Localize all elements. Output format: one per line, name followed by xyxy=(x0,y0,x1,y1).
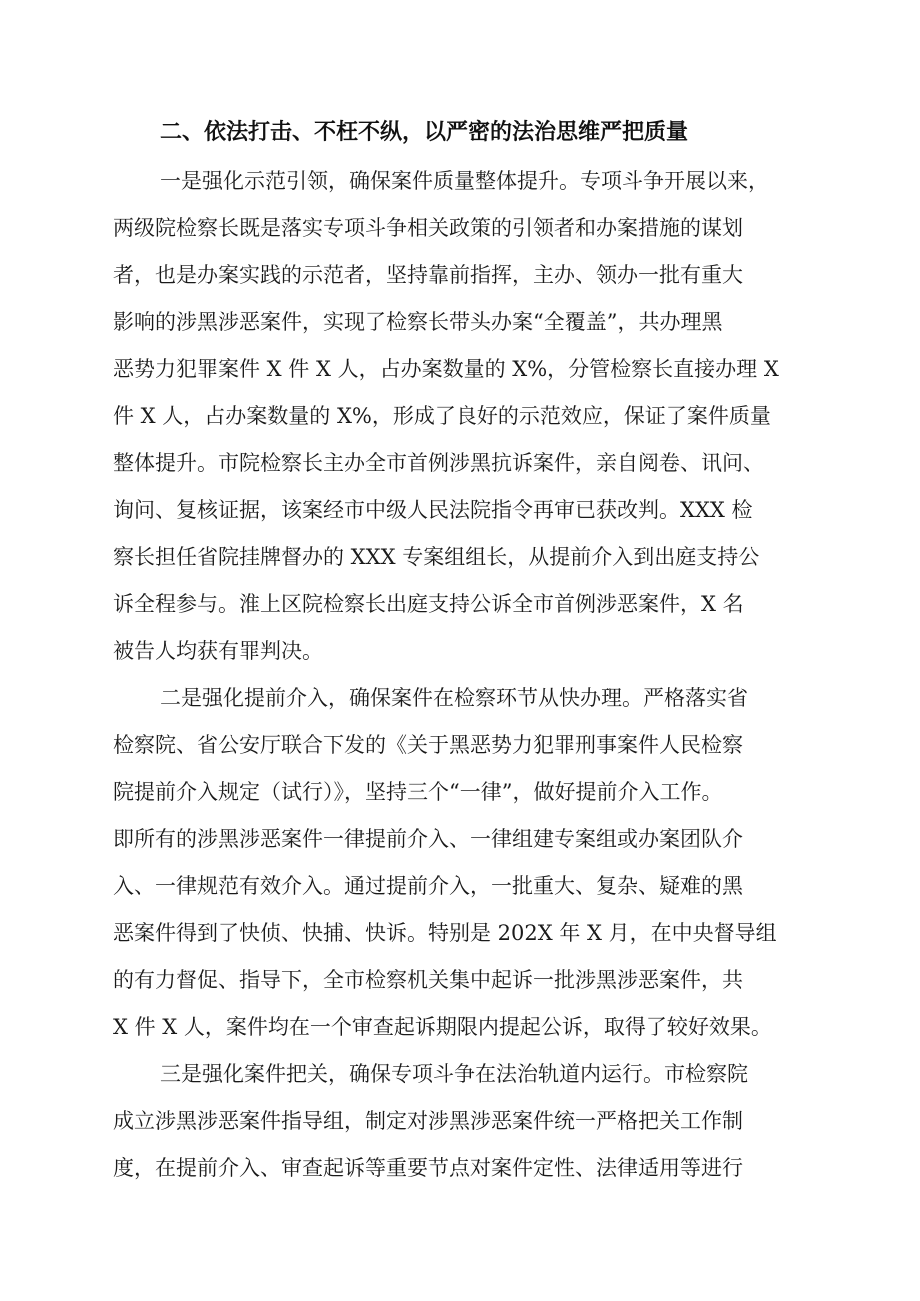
paragraph-line: 察长担任省院挂牌督办的 XXX 专案组组长，从提前介入到出庭支持公 xyxy=(113,545,760,569)
paragraph-line: 院提前介入规定（试行）》，坚持三个“一律”，做好提前介入工作。 xyxy=(113,780,723,804)
paragraph-line: 一是强化示范引领，确保案件质量整体提升。专项斗争开展以来， xyxy=(160,169,769,193)
paragraph-line: 三是强化案件把关，确保专项斗争在法治轨道内运行。市检察院 xyxy=(160,1062,748,1086)
paragraph-line: 诉全程参与。淮上区院检察长出庭支持公诉全市首例涉恶案件，X 名 xyxy=(113,592,744,616)
paragraph-line: 件 X 人，占办案数量的 X%，形成了良好的示范效应，保证了案件质量 xyxy=(113,404,771,428)
paragraph-line: 恶势力犯罪案件 X 件 X 人，占办案数量的 X%，分管检察长直接办理 X xyxy=(113,357,779,381)
paragraph-line: 整体提升。市院检察长主办全市首例涉黑抗诉案件，亲自阅卷、讯问、 xyxy=(113,451,764,475)
paragraph-line: 成立涉黑涉恶案件指导组，制定对涉黑涉恶案件统一严格把关工作制 xyxy=(113,1109,743,1133)
paragraph-line: X 件 X 人，案件均在一个审查起诉期限内提起公诉，取得了较好效果。 xyxy=(113,1015,772,1039)
section-heading: 二、依法打击、不枉不纵，以严密的法治思维严把质量 xyxy=(160,120,689,145)
paragraph-line: 二是强化提前介入，确保案件在检察环节从快办理。严格落实省 xyxy=(160,686,748,710)
paragraph-line: 检察院、省公安厅联合下发的《关于黑恶势力犯罪刑事案件人民检察 xyxy=(113,733,743,757)
paragraph-line: 的有力督促、指导下，全市检察机关集中起诉一批涉黑涉恶案件，共 xyxy=(113,968,743,992)
paragraph-line: 询问、复核证据，该案经市中级人民法院指令再审已获改判。XXX 检 xyxy=(113,498,753,522)
paragraph-line: 两级院检察长既是落实专项斗争相关政策的引领者和办案措施的谋划 xyxy=(113,216,743,240)
paragraph-line: 影响的涉黑涉恶案件，实现了检察长带头办案“全覆盖”，共办理黑 xyxy=(113,310,723,334)
paragraph-line: 即所有的涉黑涉恶案件一律提前介入、一律组建专案组或办案团队介 xyxy=(113,827,743,851)
paragraph-line: 度，在提前介入、审查起诉等重要节点对案件定性、法律适用等进行 xyxy=(113,1156,743,1180)
paragraph-line: 入、一律规范有效介入。通过提前介入，一批重大、复杂、疑难的黑 xyxy=(113,874,743,898)
paragraph-line: 者，也是办案实践的示范者，坚持靠前指挥，主办、领办一批有重大 xyxy=(113,263,743,287)
paragraph-line: 恶案件得到了快侦、快捕、快诉。特别是 202X 年 X 月，在中央督导组 xyxy=(113,921,777,945)
paragraph-line: 被告人均获有罪判决。 xyxy=(113,639,323,663)
